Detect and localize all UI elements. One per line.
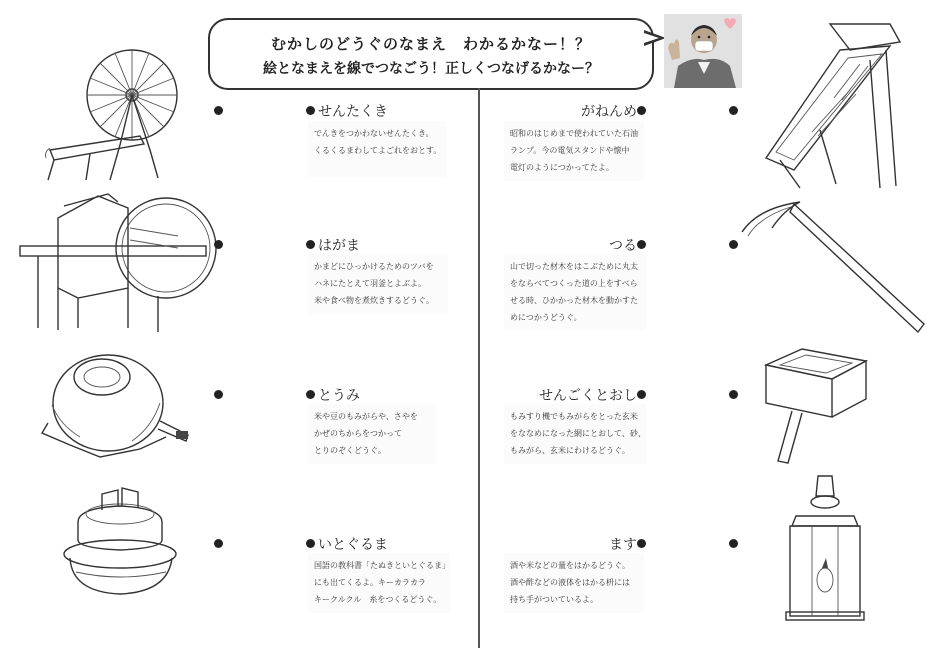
item-desc-itoguruma: 国語の教科書「たぬきといとぐるま」 にも出てくるよ。キーカラカラ キークルクル 糸をつくるどうぐ。 xyxy=(308,553,450,613)
spinning-wheel-illustration xyxy=(40,40,190,185)
name-dot-8 xyxy=(637,539,646,548)
page-subtitle: 絵となまえを線でつなごう！正しくつなげるかなー？ xyxy=(263,61,599,77)
item-desc-hagama: かまどにひっかけるためのツバを ハネにたとえて羽釜とよぶよ。 米や食べ物を煮炊きするどうぐ。 xyxy=(308,254,448,314)
measuring-box-illustration xyxy=(762,345,872,465)
winnower-machine-illustration xyxy=(18,188,208,333)
right-connect-dot-4[interactable] xyxy=(729,539,738,548)
name-dot-5 xyxy=(637,106,646,115)
left-connect-dot-1[interactable] xyxy=(214,106,223,115)
item-desc-masu: 酒や米などの量をはかるどうぐ。 酒や酢などの液体をはかる枡には 持ち手がついているよ。 xyxy=(504,553,644,613)
name-dot-6 xyxy=(637,240,646,249)
item-name-sengokutooshi: せんごくとおし xyxy=(539,388,637,404)
bubble-tail-inner xyxy=(644,33,659,43)
right-connect-dot-3[interactable] xyxy=(729,390,738,399)
name-dot-2 xyxy=(306,240,315,249)
left-connect-dot-4[interactable] xyxy=(214,539,223,548)
item-name-hagama: はがま xyxy=(318,238,360,254)
item-desc-sentakuki: でんきをつかわないせんたくき。 くるくるまわしてよごれをおとす。 xyxy=(308,121,446,177)
left-connect-dot-3[interactable] xyxy=(214,390,223,399)
item-desc-tsuru: 山で切った材木をはこぶために丸太 をならべてつくった道の上をすべら せる時、ひかかった材木を動かすた めにつかうどうぐ。 xyxy=(504,254,646,330)
item-name-tsuru: つる xyxy=(609,238,637,254)
hook-pole-illustration xyxy=(738,198,928,338)
rice-pot-illustration xyxy=(62,480,180,600)
speech-bubble xyxy=(208,18,654,90)
name-dot-7 xyxy=(637,390,646,399)
teacher-photo xyxy=(664,14,742,88)
right-connect-dot-1[interactable] xyxy=(729,106,738,115)
name-dot-3 xyxy=(306,390,315,399)
item-name-toumi: とうみ xyxy=(318,388,360,404)
item-desc-sengokutooshi: もみすり機でもみがらをとった玄米 をななめになった網にとおして、砂、 もみがら、玄米にわけるどうぐ。 xyxy=(504,404,646,464)
grain-sieve-chute-illustration xyxy=(760,20,910,190)
item-desc-toumi: 米や豆のもみがらや、さやを かぜのちからをつかって とりのぞくどうぐ。 xyxy=(308,404,436,464)
oil-lantern-illustration xyxy=(782,472,868,622)
name-dot-1 xyxy=(306,106,315,115)
name-dot-4 xyxy=(306,539,315,548)
item-name-masu: ます xyxy=(609,537,637,553)
item-name-itoguruma: いとぐるま xyxy=(318,537,388,553)
item-name-sentakuki: せんたくき xyxy=(318,104,388,120)
iron-pot-illustration xyxy=(40,345,190,460)
left-connect-dot-2[interactable] xyxy=(214,240,223,249)
page-title: むかしのどうぐのなまえ わかるかなー！？ xyxy=(270,35,591,53)
item-name-ganenme: がねんめ xyxy=(581,104,637,120)
right-connect-dot-2[interactable] xyxy=(729,240,738,249)
center-divider xyxy=(478,88,480,648)
item-desc-ganenme: 昭和のはじめまで使われていた石油 ランプ。今の電気スタンドや懐中 電灯のようにつかってたよ。 xyxy=(504,121,644,181)
